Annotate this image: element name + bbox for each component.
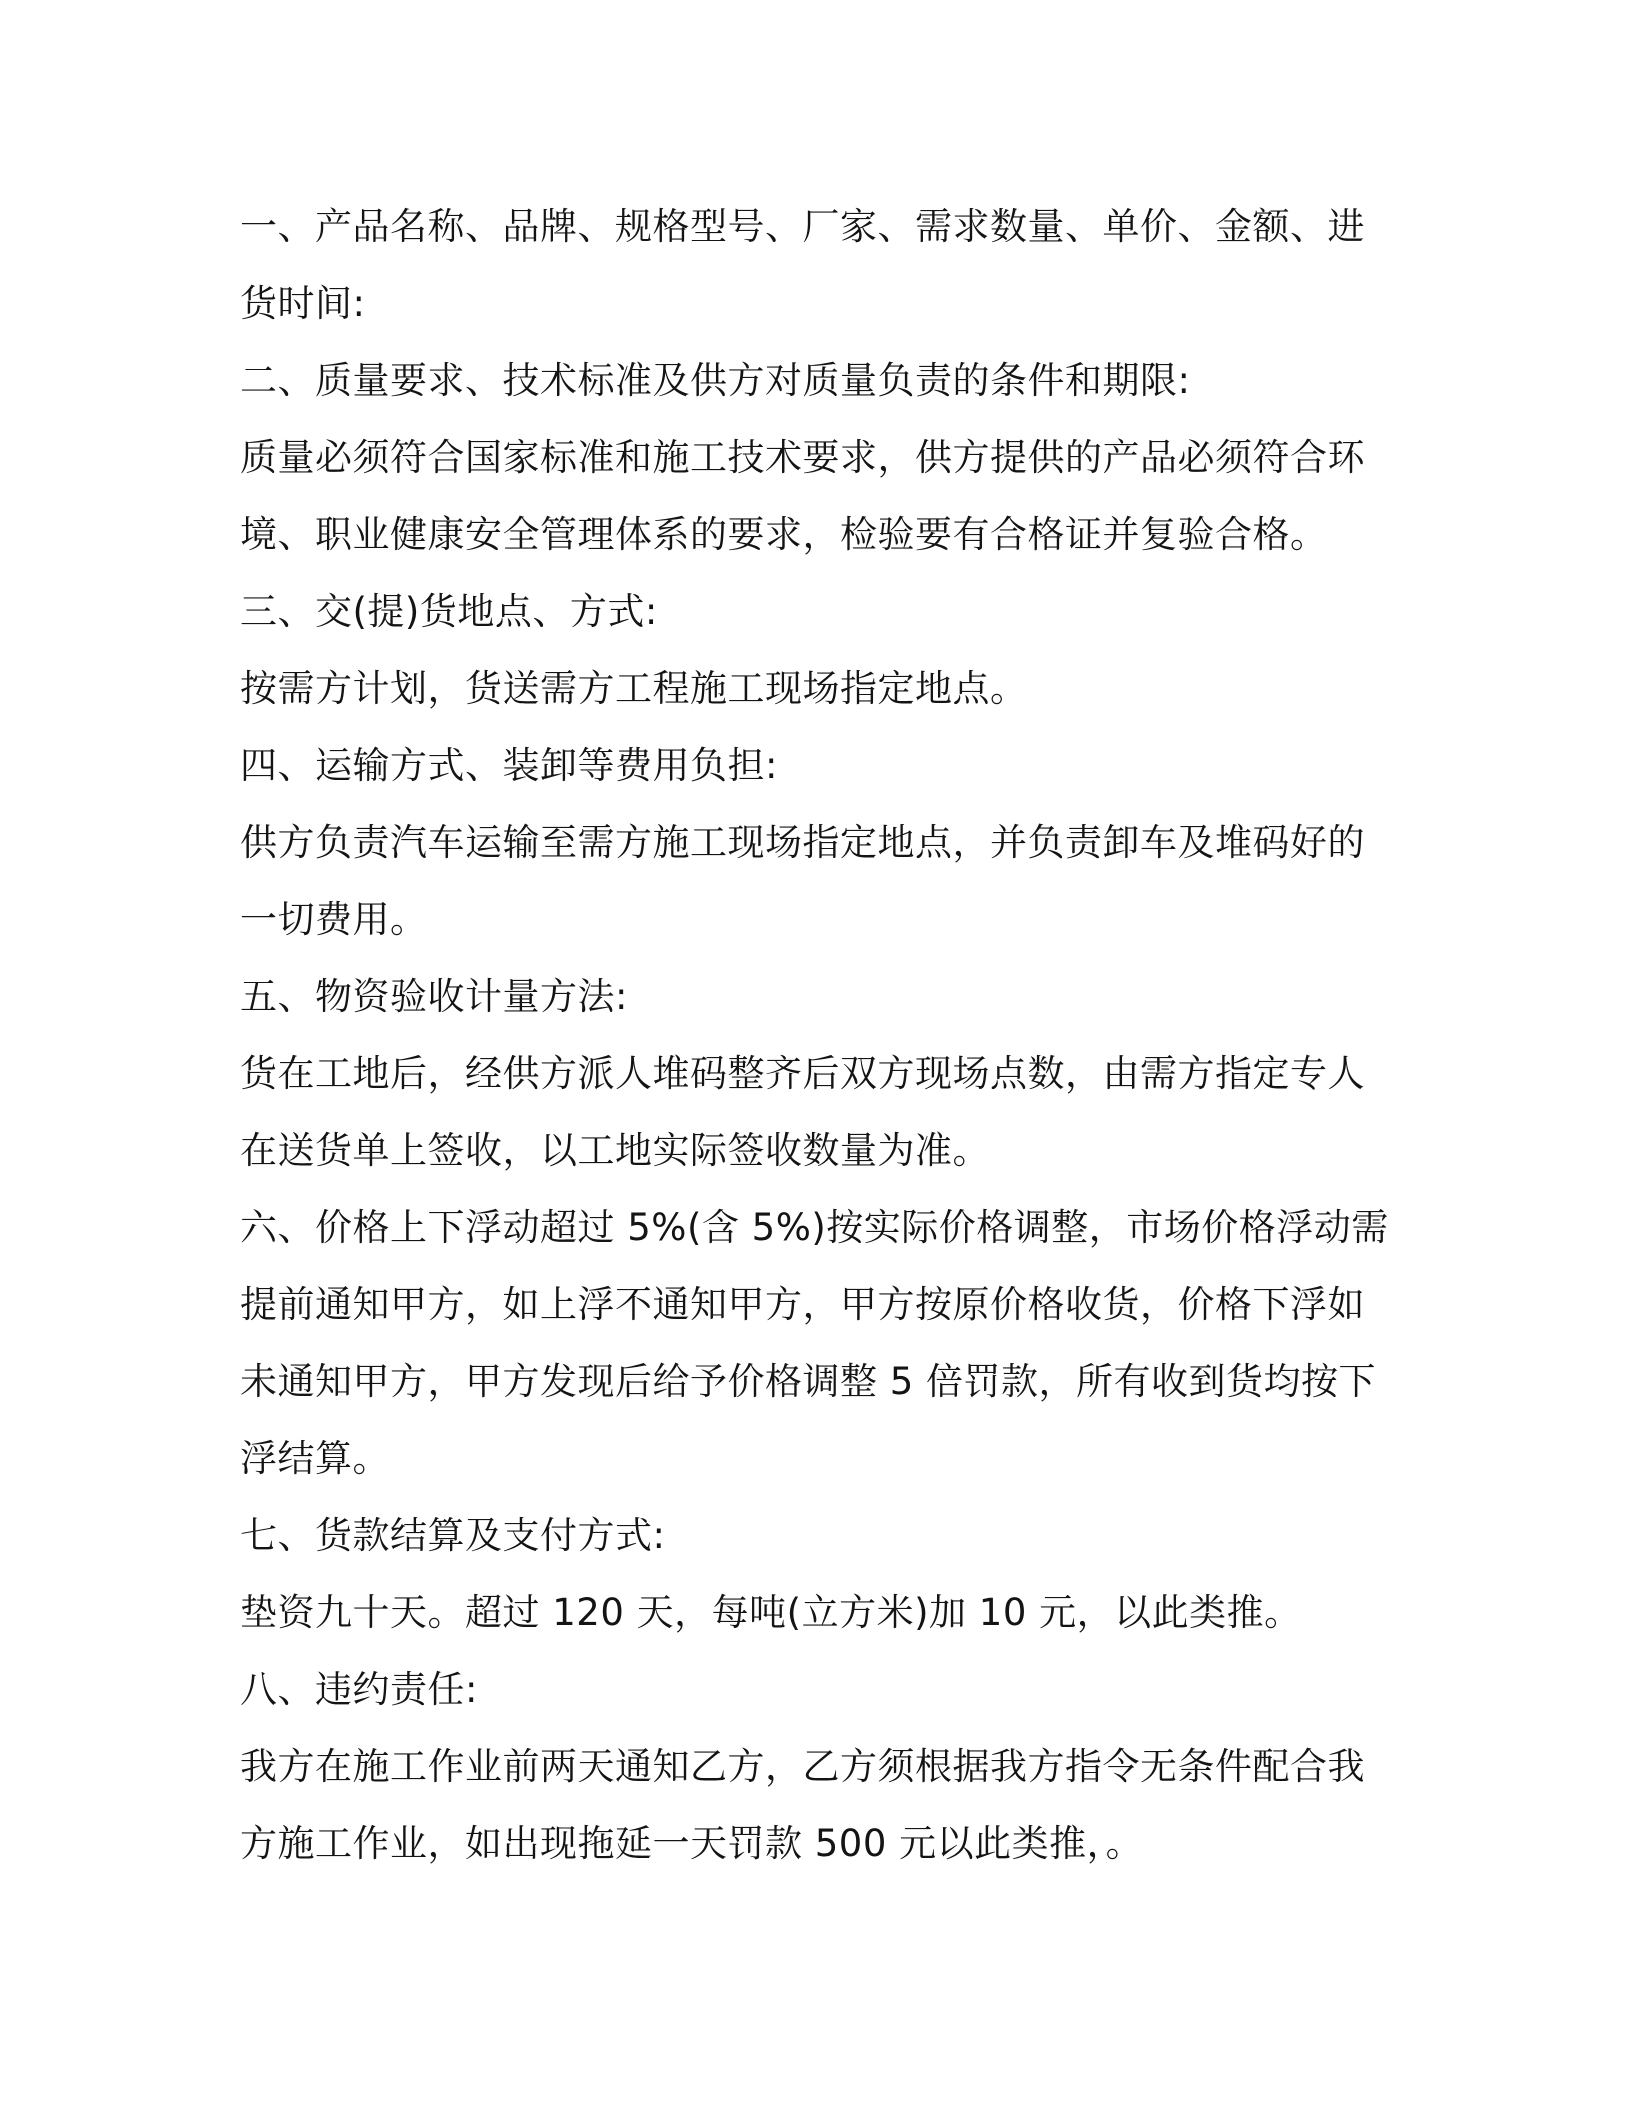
clause-3-heading: 三、交(提)货地点、方式: [240,590,658,633]
document-body [240,188,1390,1882]
clause-2-text-line-2: 境、职业健康安全管理体系的要求，检验要有合格证并复验合格。 [240,513,1328,556]
clause-5-text-line-1: 货在工地后，经供方派人堆码整齐后双方现场点数，由需方指定专人 [240,1052,1365,1095]
clause-3-text: 按需方计划，货送需方工程施工现场指定地点。 [240,667,1028,710]
clause-7-text: 垫资九十天。超过 120 天，每吨(立方米)加 10 元，以此类推。 [240,1591,1302,1634]
clause-4-heading: 四、运输方式、装卸等费用负担: [240,744,778,787]
clause-6-text-line-1: 六、价格上下浮动超过 5%(含 5%)按实际价格调整，市场价格浮动需 [240,1206,1389,1249]
clause-7-heading: 七、货款结算及支付方式: [240,1514,666,1557]
clause-5-heading: 五、物资验收计量方法: [240,975,628,1018]
clause-1-heading-line-2: 货时间: [240,282,366,325]
clause-6-text-line-4: 浮结算。 [240,1437,390,1480]
clause-4-text-line-2: 一切费用。 [240,898,428,941]
clause-8-text-line-1: 我方在施工作业前两天通知乙方，乙方须根据我方指令无条件配合我 [240,1745,1365,1788]
clause-1-heading-line-1: 一、产品名称、品牌、规格型号、厂家、需求数量、单价、金额、进 [240,205,1365,248]
clause-4-text-line-1: 供方负责汽车运输至需方施工现场指定地点，并负责卸车及堆码好的 [240,821,1365,864]
clause-5-text-line-2: 在送货单上签收，以工地实际签收数量为准。 [240,1129,990,1172]
clause-2-text-line-1: 质量必须符合国家标准和施工技术要求，供方提供的产品必须符合环 [240,436,1365,479]
clause-6-text-line-2: 提前通知甲方，如上浮不通知甲方，甲方按原价格收货，价格下浮如 [240,1283,1365,1326]
clause-6-text-line-3: 未通知甲方，甲方发现后给予价格调整 5 倍罚款，所有收到货均按下 [240,1360,1377,1403]
clause-8-text-line-2: 方施工作业，如出现拖延一天罚款 500 元以此类推，。 [240,1822,1144,1865]
clause-2-heading: 二、质量要求、技术标准及供方对质量负责的条件和期限: [240,359,1191,402]
clause-8-heading: 八、违约责任: [240,1668,478,1711]
